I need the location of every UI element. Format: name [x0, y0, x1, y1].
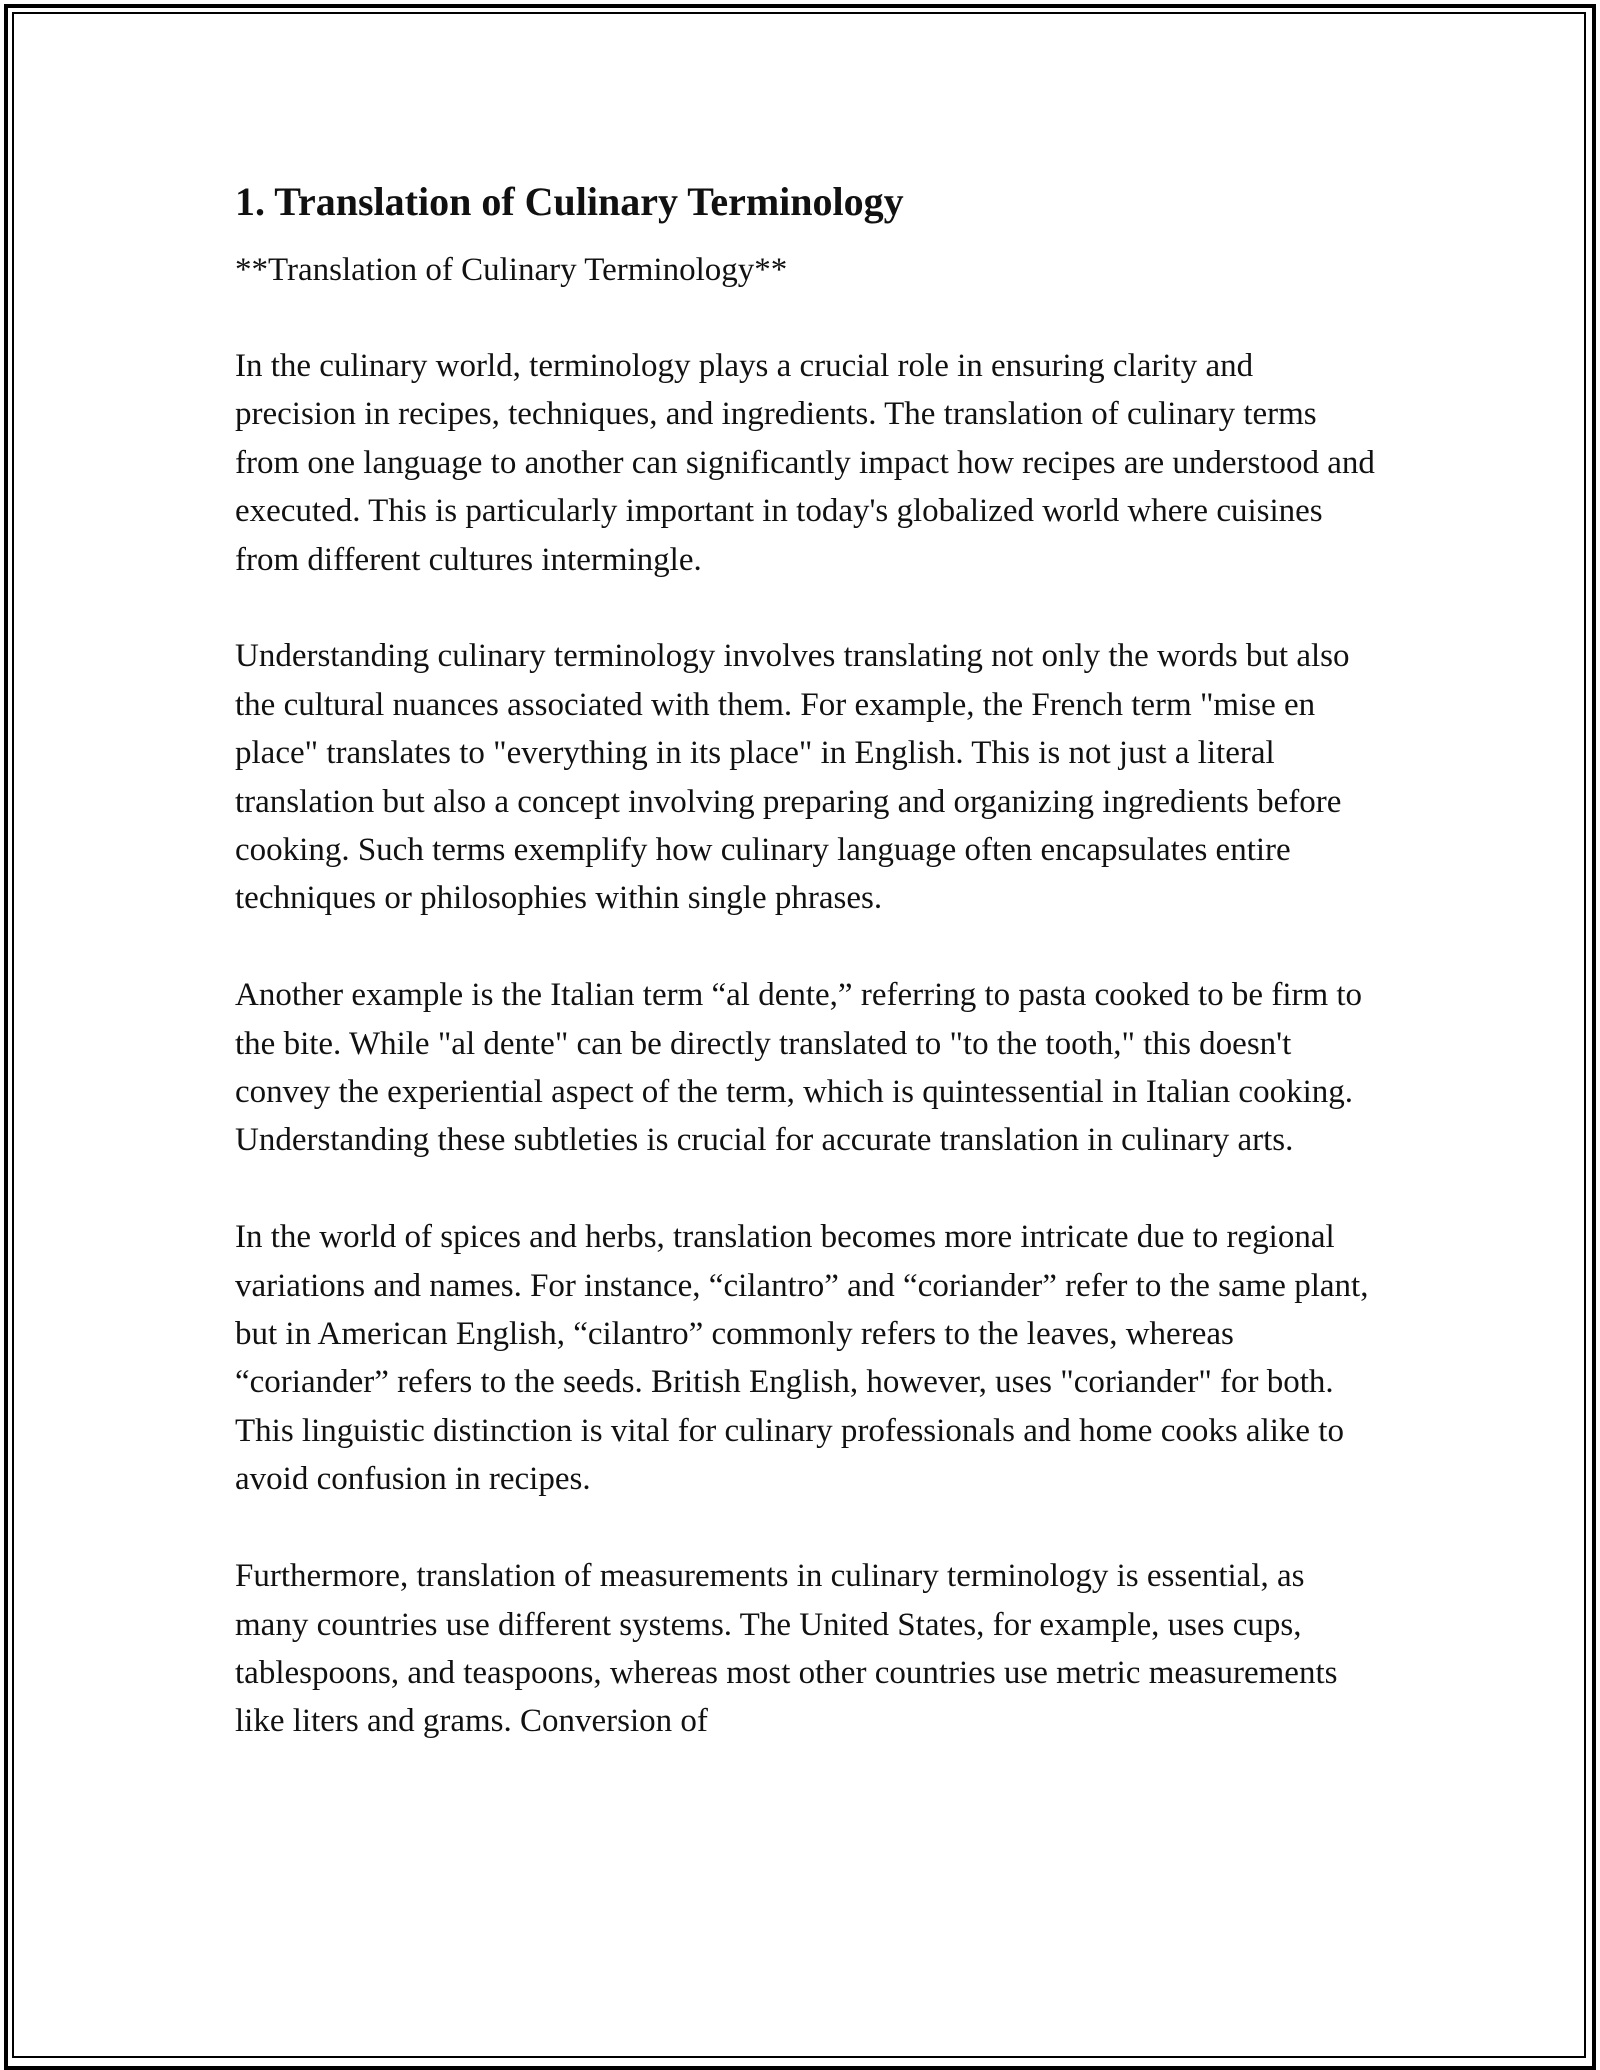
paragraph-4: In the world of spices and herbs, translation becomes more intricate due to regional variations and names. For instance, “cilantro” and “coriander” refer to the same plant, but in American English, “cilantro” commonly refers to the leaves, whereas “coriander” refers to the seeds. British English, however, uses "coriander" for both. This linguistic distinction is vital for culinary professionals and home cooks alike to avoid confusion in recipes.	[235, 1219, 1369, 1498]
section-heading: 1. Translation of Culinary Terminology	[235, 179, 904, 224]
paragraph-2: Understanding culinary terminology involves translating not only the words but also the cultural nuances associated with them. For example, the French term "mise en place" translates to "everything in its place" in English. This is not just a literal translation but also a concept involving preparing and organizing ingredients before cooking. Such terms exemplify how culinary language often encapsulates entire techniques or philosophies within single phrases.	[235, 638, 1350, 917]
paragraph-1: In the culinary world, terminology plays a crucial role in ensuring clarity and precision in recipes, techniques, and ingredients. The translation of culinary terms from one language to another can significantly impact how recipes are understood and executed. This is particularly important in today's globalized world where cuisines from different cultures intermingle.	[235, 348, 1375, 578]
paragraph-5: Furthermore, translation of measurements in culinary terminology is essential, as many countries use different systems. The United States, for example, uses cups, tablespoons, and teaspoons, whereas most other countries use metric measurements like liters and grams. Conversion of	[235, 1558, 1338, 1740]
paragraph-3: Another example is the Italian term “al dente,” referring to pasta cooked to be firm to the bite. While "al dente" can be directly translated to "to the tooth," this doesn't convey the experiential aspect of the term, which is quintessential in Italian cooking. Understanding these subtleties is crucial for accurate translation in culinary arts.	[235, 977, 1363, 1159]
section-subtitle: **Translation of Culinary Terminology**	[235, 252, 788, 288]
document-body	[235, 176, 1375, 1794]
